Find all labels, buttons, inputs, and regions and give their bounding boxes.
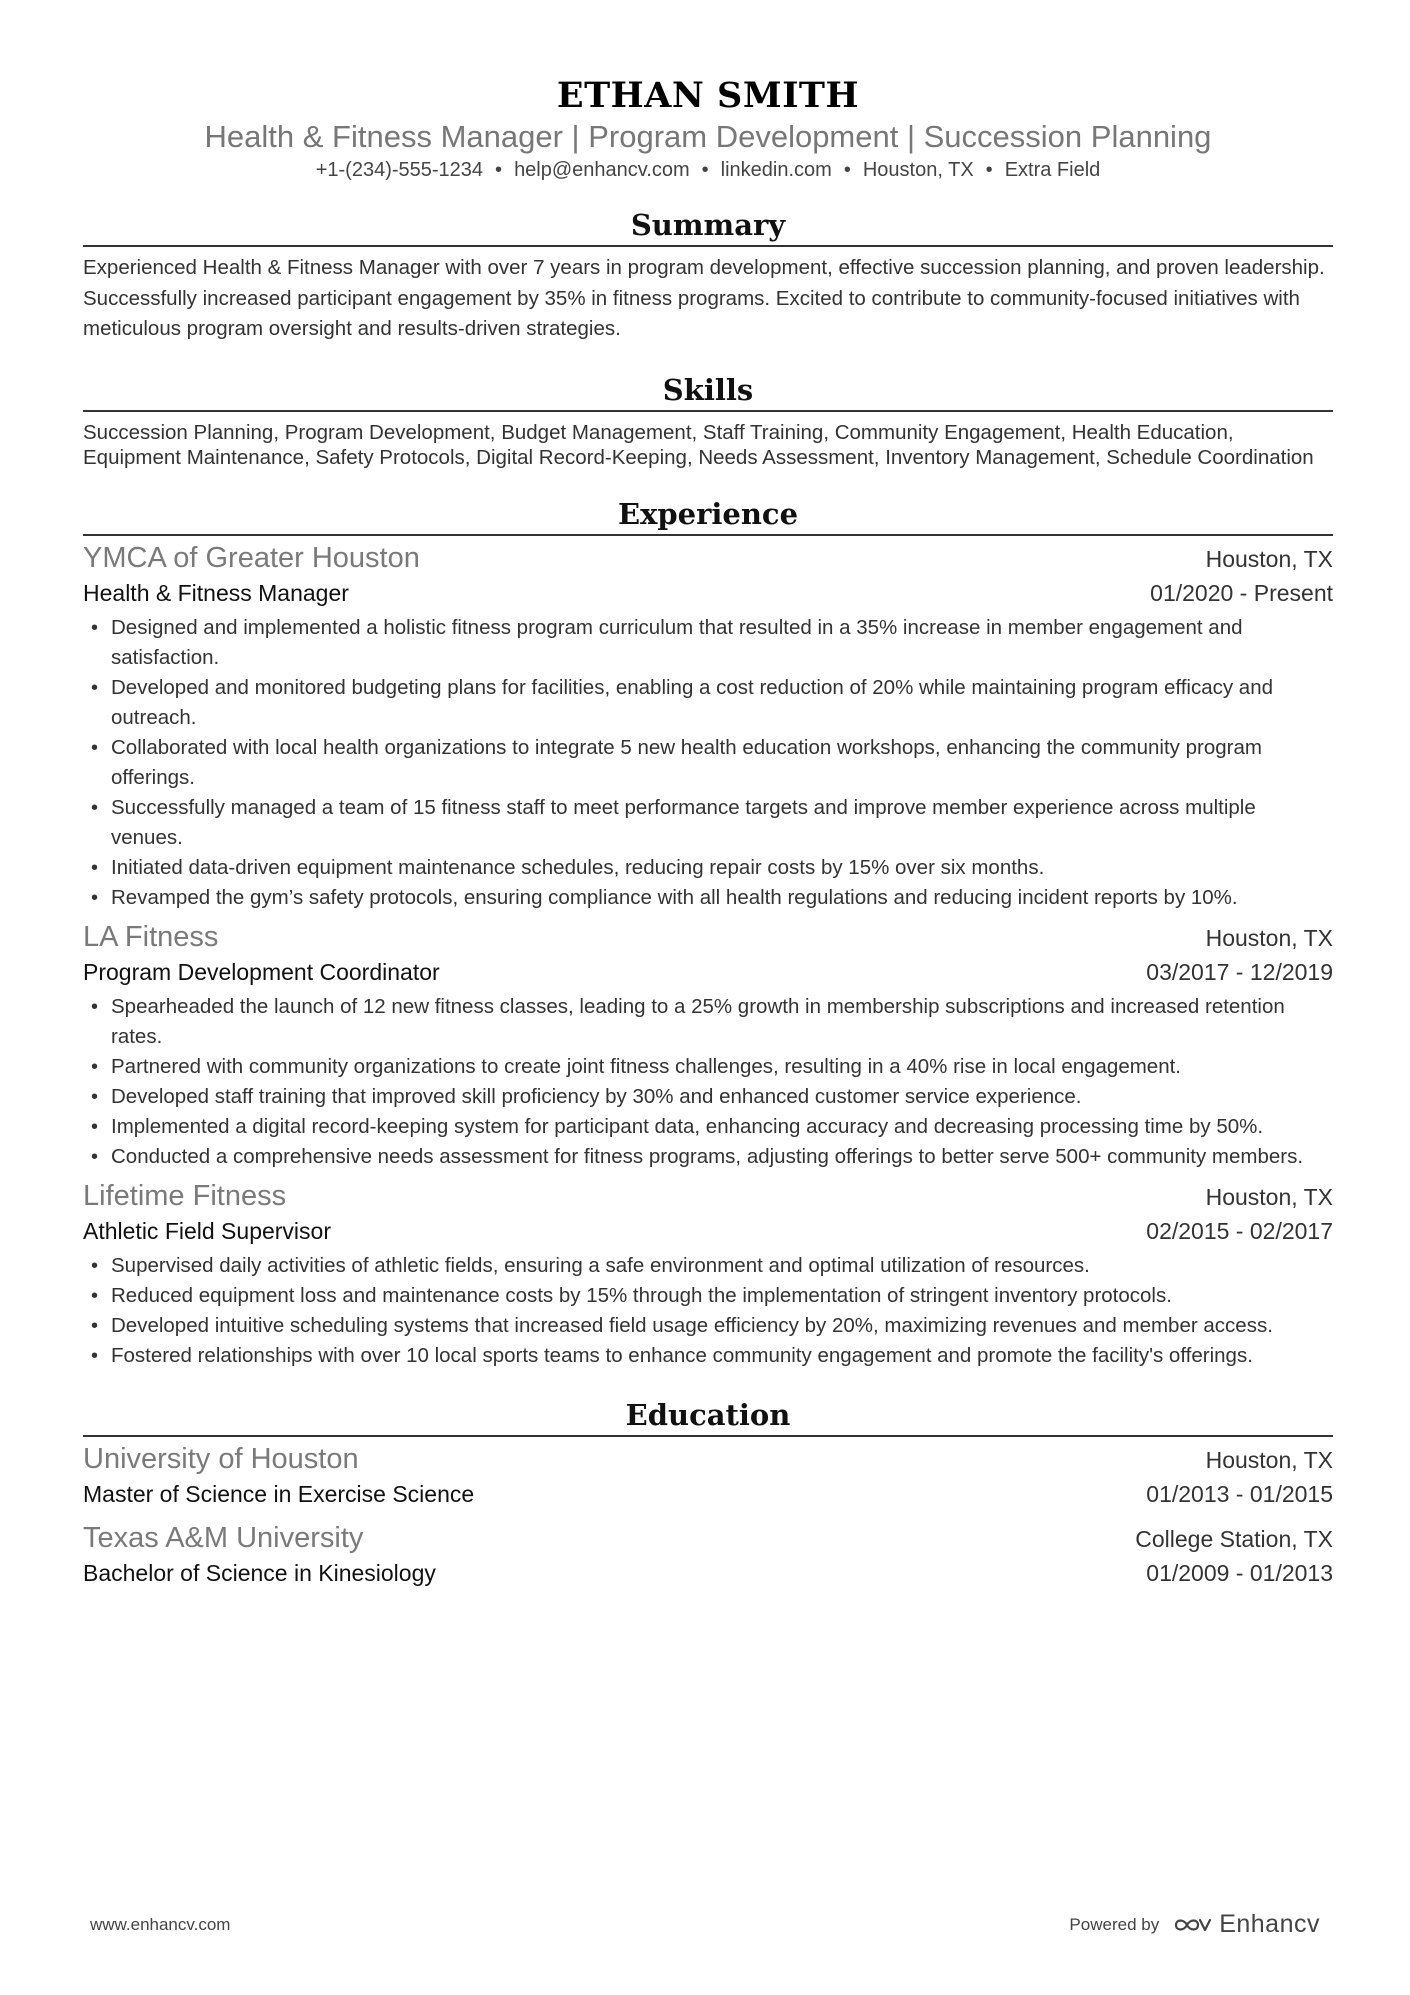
- website-link[interactable]: www.enhancv.com: [90, 1914, 231, 1934]
- resume-page: [83, 0, 1333, 1589]
- bullet-icon: •: [91, 1145, 99, 1168]
- bullet-icon: •: [91, 616, 99, 639]
- bullet-icon: •: [91, 856, 99, 879]
- contact-line: [83, 157, 1333, 183]
- education-entry: [83, 1520, 1333, 1589]
- separator-dot: •: [495, 159, 503, 181]
- education-heading: Education: [625, 1397, 791, 1432]
- section-divider: [83, 1435, 1333, 1437]
- school-location: Houston, TX: [1205, 1446, 1333, 1473]
- bullet-icon: •: [91, 796, 99, 819]
- list-item: • Spearheaded the launch of 12 new fitness classes, leading to a 25% growth in membership subscriptions and increased retention rates.: [83, 992, 1333, 1052]
- education-dates: 01/2009 - 01/2013: [1146, 1559, 1333, 1586]
- list-item: • Implemented a digital record-keeping system for participant data, enhancing accuracy and decreasing processing time by 50%.: [83, 1112, 1333, 1142]
- extra-field: Extra Field: [1004, 159, 1101, 181]
- list-item: • Successfully managed a team of 15 fitness staff to meet performance targets and improve member experience across multiple venues.: [83, 793, 1333, 853]
- bullet-icon: •: [91, 1085, 99, 1108]
- list-item: • Reduced equipment loss and maintenance costs by 15% through the implementation of stringent inventory protocols.: [83, 1281, 1333, 1311]
- list-item: • Partnered with community organizations to create joint fitness challenges, resulting in a 40% rise in local engagement.: [83, 1052, 1333, 1082]
- education-entry: [83, 1441, 1333, 1510]
- list-item: • Developed and monitored budgeting plans for facilities, enabling a cost reduction of 20% while maintaining program efficacy and outreach.: [83, 673, 1333, 733]
- achievement-list: [83, 992, 1333, 1172]
- job-dates: 03/2017 - 12/2019: [1146, 958, 1333, 985]
- achievement-list: [83, 613, 1333, 913]
- job-title: Program Development Coordinator: [83, 958, 440, 985]
- section-divider: [83, 245, 1333, 247]
- bullet-icon: •: [91, 886, 99, 909]
- bullet-icon: •: [91, 1055, 99, 1078]
- bullet-icon: •: [91, 1115, 99, 1138]
- employer: Lifetime Fitness: [83, 1179, 287, 1212]
- job-location: Houston, TX: [1205, 1183, 1333, 1210]
- email[interactable]: help@enhancv.com: [514, 159, 690, 181]
- school: Texas A&M University: [83, 1521, 364, 1554]
- list-item: • Developed intuitive scheduling systems that increased field usage efficiency by 20%, maximizing revenues and member access.: [83, 1311, 1333, 1341]
- list-item: • Revamped the gym’s safety protocols, ensuring compliance with all health regulations and reducing incident reports by 10%.: [83, 883, 1333, 913]
- phone[interactable]: +1-(234)-555-1234: [315, 159, 484, 181]
- location: Houston, TX: [862, 159, 974, 181]
- powered-by: [1069, 1910, 1320, 1939]
- headline: Health & Fitness Manager | Program Development | Succession Planning: [204, 119, 1212, 154]
- separator-dot: •: [701, 159, 709, 181]
- experience-heading: Experience: [617, 496, 799, 531]
- enhancv-brand[interactable]: [1173, 1910, 1320, 1939]
- bullet-icon: •: [91, 1254, 99, 1277]
- education-dates: 01/2013 - 01/2015: [1146, 1480, 1333, 1507]
- job-location: Houston, TX: [1205, 545, 1333, 572]
- job-location: Houston, TX: [1205, 924, 1333, 951]
- list-item: • Fostered relationships with over 10 local sports teams to enhance community engagement and promote the facility's offerings.: [83, 1341, 1333, 1371]
- job-dates: 01/2020 - Present: [1150, 579, 1333, 606]
- candidate-name: ETHAN SMITH: [556, 75, 860, 116]
- list-item: • Developed staff training that improved skill proficiency by 30% and enhanced customer service experience.: [83, 1082, 1333, 1112]
- list-item: • Supervised daily activities of athletic fields, ensuring a safe environment and optimal utilization of resources.: [83, 1251, 1333, 1281]
- bullet-icon: •: [91, 995, 99, 1018]
- list-item: • Collaborated with local health organizations to integrate 5 new health education workshops, enhancing the community program offerings.: [83, 733, 1333, 793]
- school: University of Houston: [83, 1442, 359, 1475]
- bullet-icon: •: [91, 676, 99, 699]
- experience-entry: [83, 919, 1333, 1172]
- section-divider: [83, 534, 1333, 536]
- section-divider: [83, 410, 1333, 412]
- job-title: Health & Fitness Manager: [83, 579, 349, 606]
- skills-text: Succession Planning, Program Development, Budget Management, Staff Training, Community Engagement, Health Education, Equipment Maintenance, Safety Protocols, Digital Record-Keeping, Needs Assessment, Inventory Management, Schedule Coordination: [83, 420, 1314, 469]
- bullet-icon: •: [91, 736, 99, 759]
- school-location: College Station, TX: [1135, 1525, 1333, 1552]
- list-item: • Initiated data-driven equipment maintenance schedules, reducing repair costs by 15% over six months.: [83, 853, 1333, 883]
- employer: YMCA of Greater Houston: [83, 541, 420, 574]
- skills-heading: Skills: [662, 372, 754, 407]
- employer: LA Fitness: [83, 920, 219, 953]
- experience-entry: [83, 540, 1333, 913]
- summary-text: Experienced Health & Fitness Manager with over 7 years in program development, effective succession planning, and proven leadership. Successfully increased participant engagement by 35% in fitness programs. Excited to contribute to community-focused initiatives with meticulous program oversight and results-driven strategies.: [83, 256, 1325, 340]
- job-dates: 02/2015 - 02/2017: [1146, 1217, 1333, 1244]
- achievement-list: [83, 1251, 1333, 1371]
- brand-name: Enhancv: [1219, 1910, 1320, 1938]
- bullet-icon: •: [91, 1284, 99, 1307]
- summary-heading: Summary: [630, 208, 786, 242]
- bullet-icon: •: [91, 1314, 99, 1337]
- page-footer: [90, 1910, 1320, 1939]
- separator-dot: •: [985, 159, 993, 181]
- separator-dot: •: [843, 159, 851, 181]
- linkedin[interactable]: linkedin.com: [720, 159, 832, 181]
- enhancv-logo-icon: [1173, 1914, 1213, 1936]
- powered-by-label: Powered by: [1069, 1914, 1160, 1934]
- experience-entry: [83, 1178, 1333, 1371]
- list-item: • Conducted a comprehensive needs assessment for fitness programs, adjusting offerings to better serve 500+ community members.: [83, 1142, 1333, 1172]
- degree: Bachelor of Science in Kinesiology: [83, 1559, 436, 1586]
- job-title: Athletic Field Supervisor: [83, 1217, 331, 1244]
- bullet-icon: •: [91, 1344, 99, 1367]
- list-item: • Designed and implemented a holistic fitness program curriculum that resulted in a 35% increase in member engagement and satisfaction.: [83, 613, 1333, 673]
- degree: Master of Science in Exercise Science: [83, 1480, 475, 1507]
